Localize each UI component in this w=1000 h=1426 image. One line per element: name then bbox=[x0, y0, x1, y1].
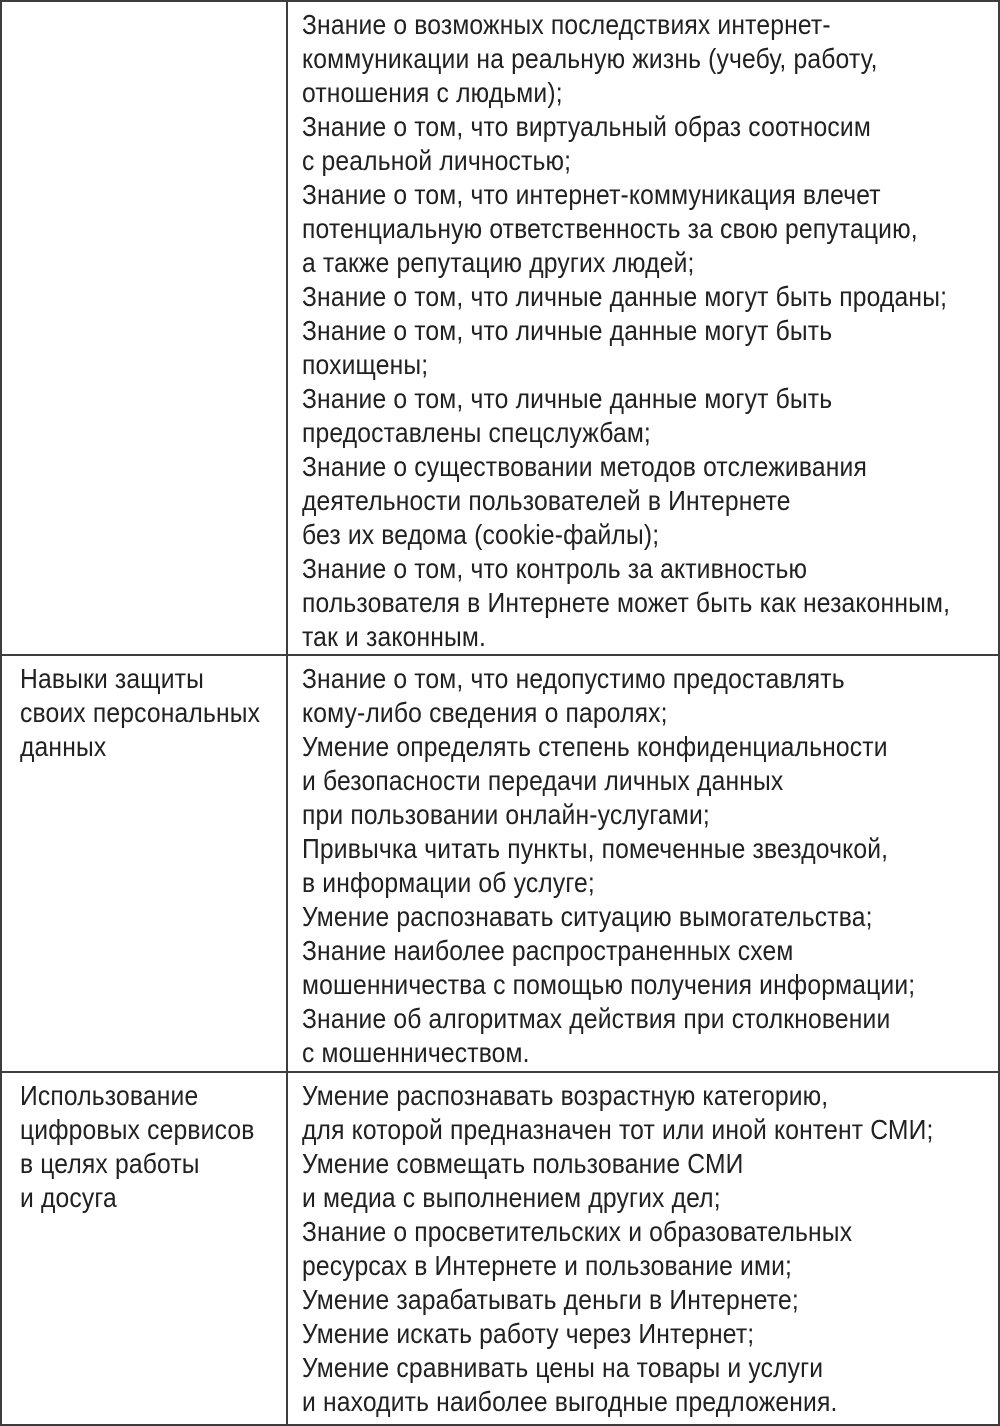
text-line: Знание о просветительских и образовательных bbox=[302, 1216, 853, 1247]
text-line: Знание о том, что недопустимо предоставлять bbox=[302, 663, 845, 694]
text-line: потенциальную ответственность за свою репутацию, bbox=[302, 213, 918, 244]
description-text bbox=[302, 1079, 934, 1419]
text-line: с мошенничеством. bbox=[302, 1037, 530, 1068]
table-row bbox=[2, 2, 998, 656]
description-cell bbox=[288, 1073, 998, 1424]
text-line: цифровых сервисов bbox=[20, 1114, 255, 1145]
text-line: в информации об услуге; bbox=[302, 867, 595, 898]
text-line: при пользовании онлайн-услугами; bbox=[302, 799, 710, 830]
text-line: и медиа с выполнением других дел; bbox=[302, 1182, 721, 1213]
text-line: Знание о том, что личные данные могут быть bbox=[302, 383, 833, 414]
text-line: Знание о том, что личные данные могут быть проданы; bbox=[302, 281, 948, 312]
text-line: для которой предназначен тот или иной контент СМИ; bbox=[302, 1114, 934, 1145]
text-line: отношения с людьми); bbox=[302, 77, 563, 108]
text-line: коммуникации на реальную жизнь (учебу, работу, bbox=[302, 43, 878, 74]
description-text bbox=[302, 8, 951, 654]
text-line: Знание о существовании методов отслеживания bbox=[302, 451, 867, 482]
text-line: и досуга bbox=[20, 1182, 117, 1213]
text-line: пользователя в Интернете может быть как незаконным, bbox=[302, 587, 951, 618]
text-line: с реальной личностью; bbox=[302, 145, 572, 176]
text-line: Умение совмещать пользование СМИ bbox=[302, 1148, 744, 1179]
text-line: и безопасности передачи личных данных bbox=[302, 765, 784, 796]
text-line: Знание о том, что интернет-коммуникация влечет bbox=[302, 179, 881, 210]
text-line: и находить наиболее выгодные предложения. bbox=[302, 1386, 838, 1417]
text-line: Умение зарабатывать деньги в Интернете; bbox=[302, 1284, 799, 1315]
text-line: своих персональных bbox=[20, 697, 261, 728]
category-text bbox=[20, 662, 261, 764]
text-line: Привычка читать пункты, помеченные звездочкой, bbox=[302, 833, 889, 864]
text-line: Умение распознавать ситуацию вымогательства; bbox=[302, 901, 873, 932]
text-line: Знание о том, что контроль за активностью bbox=[302, 553, 808, 584]
text-line: данных bbox=[20, 731, 107, 762]
text-line: мошенничества с помощью получения информации; bbox=[302, 969, 916, 1000]
table-row bbox=[2, 1073, 998, 1424]
text-line: похищены; bbox=[302, 349, 429, 380]
text-line: Навыки защиты bbox=[20, 663, 205, 694]
text-line: Умение сравнивать цены на товары и услуги bbox=[302, 1352, 824, 1383]
text-line: предоставлены спецслужбам; bbox=[302, 417, 651, 448]
text-line: Знание наиболее распространенных схем bbox=[302, 935, 794, 966]
category-cell bbox=[2, 2, 286, 654]
category-cell bbox=[2, 1073, 286, 1424]
description-cell bbox=[288, 2, 998, 654]
text-line: Знание о том, что виртуальный образ соотносим bbox=[302, 111, 871, 142]
text-line: Знание об алгоритмах действия при столкновении bbox=[302, 1003, 891, 1034]
text-line: Умение искать работу через Интернет; bbox=[302, 1318, 755, 1349]
text-line: Умение распознавать возрастную категорию, bbox=[302, 1080, 829, 1111]
text-line: деятельности пользователей в Интернете bbox=[302, 485, 791, 516]
table-row bbox=[2, 656, 998, 1073]
text-line: Умение определять степень конфиденциальности bbox=[302, 731, 888, 762]
text-line: Использование bbox=[20, 1080, 199, 1111]
category-cell bbox=[2, 656, 286, 1071]
text-line: Знание о том, что личные данные могут быть bbox=[302, 315, 833, 346]
text-line: кому-либо сведения о паролях; bbox=[302, 697, 668, 728]
category-text bbox=[20, 1079, 255, 1215]
text-line: ресурсах в Интернете и пользование ими; bbox=[302, 1250, 793, 1281]
text-line: без их ведома (cookie-файлы); bbox=[302, 519, 660, 550]
text-line: в целях работы bbox=[20, 1148, 200, 1179]
description-text bbox=[302, 662, 916, 1070]
text-line: Знание о возможных последствиях интернет- bbox=[302, 9, 831, 40]
text-line: так и законным. bbox=[302, 621, 487, 652]
description-cell bbox=[288, 656, 998, 1071]
text-line: а также репутацию других людей; bbox=[302, 247, 695, 278]
